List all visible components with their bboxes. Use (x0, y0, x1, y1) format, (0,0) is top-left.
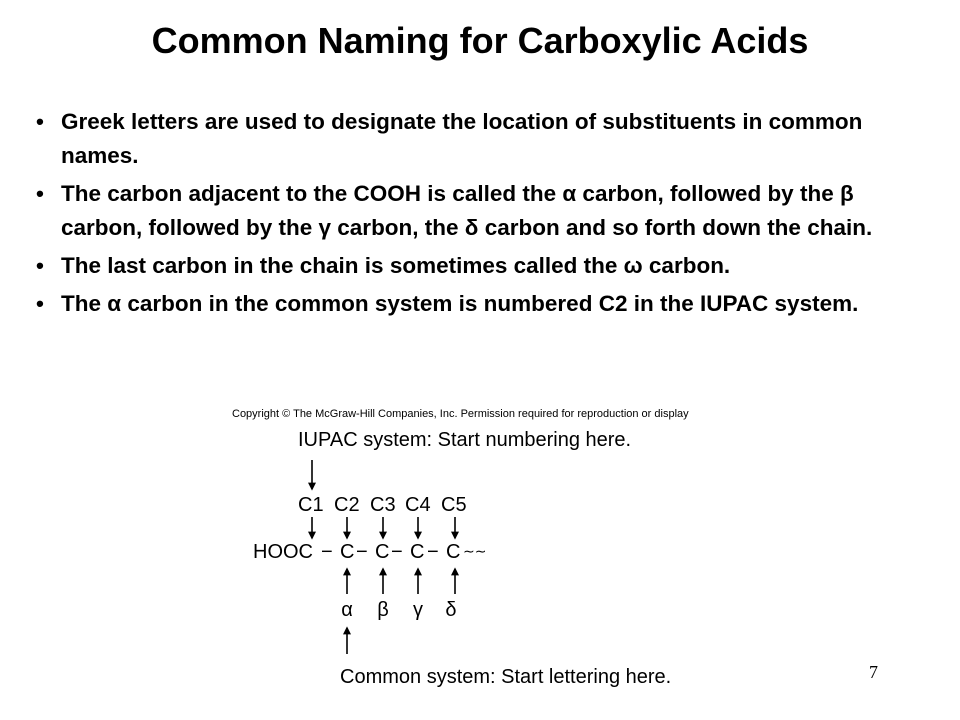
carbon-atom: C (340, 541, 355, 563)
greek-delta: δ (445, 599, 457, 621)
slide-title: Common Naming for Carboxylic Acids (151, 20, 809, 61)
bullet-text: The carbon adjacent to the COOH is called the α carbon, followed by the β carbon, followed by the γ carbon, the δ carbon and so forth down the chain. (61, 181, 873, 240)
bullet-dot: • (36, 181, 44, 206)
common-label: Common system: Start lettering here. (340, 666, 672, 688)
iupac-label: IUPAC system: Start numbering here. (298, 429, 632, 451)
carbon-atom: C (375, 541, 390, 563)
bond: − (391, 541, 403, 563)
bullet-text: The α carbon in the common system is numbered C2 in the IUPAC system. (61, 291, 859, 316)
number-label-c1: C1 (298, 494, 324, 516)
greek-gamma: γ (413, 599, 423, 621)
carbon-atom: C (410, 541, 425, 563)
number-label-c4: C4 (405, 494, 431, 516)
greek-beta: β (377, 599, 389, 621)
bullet-dot: • (36, 253, 44, 278)
bullet-text: Greek letters are used to designate the location of substituents in common names. (61, 109, 863, 168)
chain-continuation: ∼∼ (463, 543, 487, 559)
number-label-c3: C3 (370, 494, 396, 516)
copyright-notice: Copyright © The McGraw-Hill Companies, Inc. Permission required for reproduction or display (232, 408, 689, 420)
bond: − (427, 541, 439, 563)
bullet-dot: • (36, 109, 44, 134)
carbon-atom: C (446, 541, 461, 563)
page-number: 7 (869, 662, 878, 682)
bond: − (321, 541, 333, 563)
hooc-group: HOOC (253, 541, 313, 563)
bullet-dot: • (36, 291, 44, 316)
greek-alpha: α (341, 599, 353, 621)
number-label-c2: C2 (334, 494, 360, 516)
bond: − (356, 541, 368, 563)
number-label-c5: C5 (441, 494, 467, 516)
bullet-text: The last carbon in the chain is sometimes called the ω carbon. (61, 253, 731, 278)
